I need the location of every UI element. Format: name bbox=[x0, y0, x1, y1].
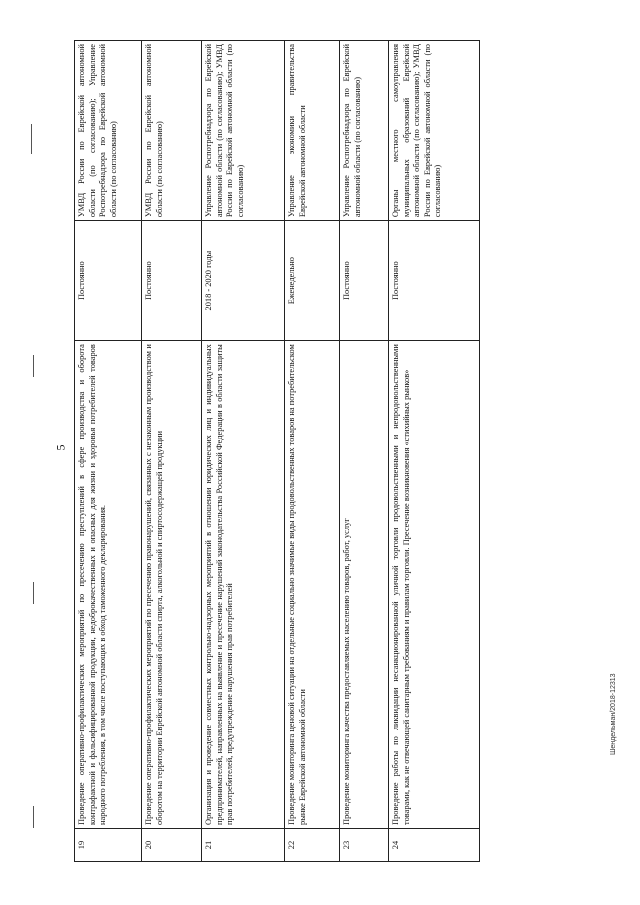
measures-table bbox=[74, 40, 480, 862]
document-footer-code: Шендельман/2018-12313 bbox=[610, 673, 617, 755]
row-number: 21 bbox=[202, 828, 285, 861]
margin-mark-bottom bbox=[33, 806, 34, 828]
measure-term: Постоянно bbox=[142, 221, 202, 341]
table-row bbox=[142, 41, 202, 862]
row-number: 24 bbox=[389, 828, 480, 861]
table-row bbox=[340, 41, 389, 862]
table-row bbox=[285, 41, 340, 862]
measure-executor: УМВД России по Еврейской автономной области (по согласованию); Управление Роспотребнадзора по Еврейской автономной области (по согласованию) bbox=[75, 41, 142, 221]
measure-executor: Органы местного самоуправления муниципальных образований Еврейской автономной области (по согласованию); УМВД России по Еврейской автономной области (по согласованию) bbox=[389, 41, 480, 221]
row-number: 22 bbox=[285, 828, 340, 861]
measure-executor: УМВД России по Еврейской автономной области (по согласованию) bbox=[142, 41, 202, 221]
table-row bbox=[389, 41, 480, 862]
rotated-table-container bbox=[74, 40, 594, 862]
measure-executor: Управление Роспотребнадзора по Еврейской автономной области (по согласованию); УМВД России по Еврейской автономной области (по согласованию) bbox=[202, 41, 285, 221]
table-row bbox=[202, 41, 285, 862]
row-number: 19 bbox=[75, 828, 142, 861]
measure-term: Постоянно bbox=[389, 221, 480, 341]
measure-executor: Управление Роспотребнадзора по Еврейской автономной области (по согласованию) bbox=[340, 41, 389, 221]
measure-term: 2018 - 2020 годы bbox=[202, 221, 285, 341]
measure-executor: Управление экономики правительства Еврейской автономной области bbox=[285, 41, 340, 221]
row-number: 20 bbox=[142, 828, 202, 861]
measure-term: Постоянно bbox=[75, 221, 142, 341]
measure-description: Проведение мониторинга качества предоставляемых населению товаров, работ, услуг bbox=[340, 341, 389, 829]
measure-description: Проведение мониторинга ценовой ситуации на отдельные социально значимые виды продовольственных товаров на потребительском рынке Еврейской автономной области bbox=[285, 341, 340, 829]
measure-description: Проведение оперативно-профилактических мероприятий по пресечению правонарушений, связанных с незаконным производством и оборотом на территории Еврейской автономной области спирта, алкогольной и спиртосодержащей продукции bbox=[142, 341, 202, 829]
measure-description: Организация и проведение совместных контрольно-надзорных мероприятий в отношении юридических лиц и индивидуальных предпринимателей, направленных на выявление и пресечение нарушений законодательства Российской Федерации в области защиты прав потребителей, предупреждение нарушения прав потребителей bbox=[202, 341, 285, 829]
margin-mark-top bbox=[31, 124, 32, 154]
margin-mark-lower bbox=[33, 582, 34, 604]
measure-description: Проведение оперативно-профилактических мероприятий по пресечению преступлений в сфере производства и оборота контрафактной и фальсифицированной продукции, недоброкачественных и опасных для жизни и здоровья потребителей товаров народного потребления, в том числе поступающих в обход таможенного декларирования. bbox=[75, 341, 142, 829]
table-row bbox=[75, 41, 142, 862]
margin-mark-middle bbox=[33, 355, 34, 377]
measure-term: Еженедельно bbox=[285, 221, 340, 341]
row-number: 23 bbox=[340, 828, 389, 861]
measure-description: Проведение работы по ликвидации несанкционированной уличной торговли продовольственными и непродовольственными товарами, как не отвечающей санитарным требованиям и правилам торговли. Пресечение возникновения «стихийных рынков» bbox=[389, 341, 480, 829]
measure-term: Постоянно bbox=[340, 221, 389, 341]
page-number: 5 bbox=[53, 444, 68, 451]
